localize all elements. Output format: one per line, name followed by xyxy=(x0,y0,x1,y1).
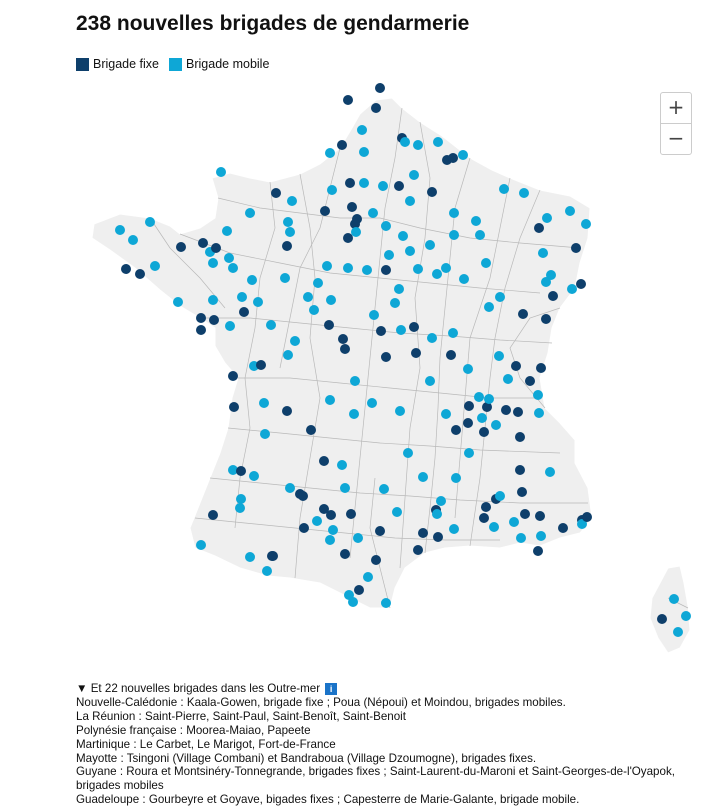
brigade-mobile-marker[interactable] xyxy=(225,321,235,331)
brigade-mobile-marker[interactable] xyxy=(477,413,487,423)
brigade-mobile-marker[interactable] xyxy=(519,188,529,198)
brigade-mobile-marker[interactable] xyxy=(260,429,270,439)
legend-label-mobile: Brigade mobile xyxy=(186,57,270,71)
brigade-mobile-marker[interactable] xyxy=(403,448,413,458)
brigade-mobile-marker[interactable] xyxy=(359,147,369,157)
brigade-fixe-marker[interactable] xyxy=(515,465,525,475)
brigade-mobile-marker[interactable] xyxy=(433,137,443,147)
brigade-mobile-marker[interactable] xyxy=(325,148,335,158)
brigade-mobile-marker[interactable] xyxy=(222,226,232,236)
brigade-mobile-marker[interactable] xyxy=(325,395,335,405)
map[interactable] xyxy=(0,78,726,668)
brigade-mobile-marker[interactable] xyxy=(353,533,363,543)
brigade-fixe-marker[interactable] xyxy=(229,402,239,412)
brigade-fixe-marker[interactable] xyxy=(479,427,489,437)
brigade-mobile-marker[interactable] xyxy=(235,503,245,513)
brigade-mobile-marker[interactable] xyxy=(413,264,423,274)
brigade-mobile-marker[interactable] xyxy=(378,181,388,191)
brigade-fixe-marker[interactable] xyxy=(371,555,381,565)
brigade-fixe-marker[interactable] xyxy=(576,279,586,289)
brigade-mobile-marker[interactable] xyxy=(359,178,369,188)
brigade-fixe-marker[interactable] xyxy=(282,406,292,416)
brigade-mobile-marker[interactable] xyxy=(343,263,353,273)
brigade-fixe-marker[interactable] xyxy=(533,546,543,556)
outremer-line: Guadeloupe : Gourbeyre et Goyave, bigades fixes ; Capesterre de Marie-Galante, brigade mobile. xyxy=(76,793,580,807)
brigade-mobile-marker[interactable] xyxy=(475,230,485,240)
brigade-mobile-marker[interactable] xyxy=(405,246,415,256)
brigade-mobile-marker[interactable] xyxy=(418,472,428,482)
brigade-mobile-marker[interactable] xyxy=(249,471,259,481)
brigade-mobile-marker[interactable] xyxy=(328,525,338,535)
brigade-fixe-marker[interactable] xyxy=(418,528,428,538)
brigade-mobile-marker[interactable] xyxy=(303,292,313,302)
brigade-mobile-marker[interactable] xyxy=(325,535,335,545)
brigade-mobile-marker[interactable] xyxy=(224,253,234,263)
brigade-fixe-marker[interactable] xyxy=(448,153,458,163)
brigade-fixe-marker[interactable] xyxy=(413,545,423,555)
brigade-mobile-marker[interactable] xyxy=(432,509,442,519)
brigade-fixe-marker[interactable] xyxy=(409,322,419,332)
brigade-mobile-marker[interactable] xyxy=(290,336,300,346)
brigade-mobile-marker[interactable] xyxy=(541,277,551,287)
brigade-fixe-marker[interactable] xyxy=(446,350,456,360)
brigade-fixe-marker[interactable] xyxy=(320,206,330,216)
brigade-fixe-marker[interactable] xyxy=(347,202,357,212)
brigade-fixe-marker[interactable] xyxy=(345,178,355,188)
brigade-mobile-marker[interactable] xyxy=(280,273,290,283)
brigade-fixe-marker[interactable] xyxy=(324,320,334,330)
brigade-fixe-marker[interactable] xyxy=(582,512,592,522)
brigade-fixe-marker[interactable] xyxy=(375,526,385,536)
brigade-fixe-marker[interactable] xyxy=(481,502,491,512)
brigade-mobile-marker[interactable] xyxy=(369,310,379,320)
brigade-mobile-marker[interactable] xyxy=(458,150,468,160)
brigade-mobile-marker[interactable] xyxy=(326,295,336,305)
brigade-mobile-marker[interactable] xyxy=(394,284,404,294)
brigade-mobile-marker[interactable] xyxy=(357,125,367,135)
brigade-mobile-marker[interactable] xyxy=(459,274,469,284)
brigade-mobile-marker[interactable] xyxy=(312,516,322,526)
brigade-mobile-marker[interactable] xyxy=(259,398,269,408)
brigade-mobile-marker[interactable] xyxy=(287,196,297,206)
brigade-mobile-marker[interactable] xyxy=(309,305,319,315)
brigade-fixe-marker[interactable] xyxy=(346,509,356,519)
brigade-mobile-marker[interactable] xyxy=(340,483,350,493)
brigade-fixe-marker[interactable] xyxy=(354,585,364,595)
outremer-summary-text: ▼ Et 22 nouvelles brigades dans les Outre-mer xyxy=(76,682,321,695)
brigade-mobile-marker[interactable] xyxy=(669,594,679,604)
map-title: 238 nouvelles brigades de gendarmerie xyxy=(76,12,470,35)
brigade-mobile-marker[interactable] xyxy=(536,531,546,541)
brigade-mobile-marker[interactable] xyxy=(474,392,484,402)
brigade-fixe-marker[interactable] xyxy=(196,313,206,323)
brigade-mobile-marker[interactable] xyxy=(384,250,394,260)
brigade-mobile-marker[interactable] xyxy=(173,297,183,307)
brigade-mobile-marker[interactable] xyxy=(427,333,437,343)
brigade-mobile-marker[interactable] xyxy=(400,137,410,147)
brigade-mobile-marker[interactable] xyxy=(350,376,360,386)
brigade-mobile-marker[interactable] xyxy=(283,217,293,227)
outremer-line: Polynésie française : Moorea-Maiao, Papeete xyxy=(76,723,311,737)
outremer-line: Mayotte : Tsingoni (Village Combani) et Bandraboua (Village Dzoumogne), brigades fixes. xyxy=(76,751,537,765)
brigade-mobile-marker[interactable] xyxy=(567,284,577,294)
brigade-mobile-marker[interactable] xyxy=(681,611,691,621)
brigade-mobile-marker[interactable] xyxy=(436,496,446,506)
brigade-mobile-marker[interactable] xyxy=(538,248,548,258)
brigade-mobile-marker[interactable] xyxy=(499,184,509,194)
outremer-line: Martinique : Le Carbet, Le Marigot, Fort-de-France xyxy=(76,737,336,751)
brigade-fixe-marker[interactable] xyxy=(375,83,385,93)
brigade-mobile-marker[interactable] xyxy=(381,221,391,231)
brigade-mobile-marker[interactable] xyxy=(245,552,255,562)
brigade-fixe-marker[interactable] xyxy=(271,188,281,198)
brigade-fixe-marker[interactable] xyxy=(463,418,473,428)
brigade-fixe-marker[interactable] xyxy=(394,181,404,191)
brigade-mobile-marker[interactable] xyxy=(494,351,504,361)
brigade-mobile-marker[interactable] xyxy=(484,302,494,312)
brigade-fixe-marker[interactable] xyxy=(371,103,381,113)
zoom-control xyxy=(660,92,692,155)
zoom-out-button[interactable]: − xyxy=(667,126,685,150)
outremer-line: La Réunion : Saint-Pierre, Saint-Paul, Saint-Benoît, Saint-Benoit xyxy=(76,709,406,723)
brigade-fixe-marker[interactable] xyxy=(268,551,278,561)
brigade-mobile-marker[interactable] xyxy=(322,261,332,271)
brigade-mobile-marker[interactable] xyxy=(495,491,505,501)
brigade-fixe-marker[interactable] xyxy=(520,509,530,519)
brigade-fixe-marker[interactable] xyxy=(511,361,521,371)
brigade-mobile-marker[interactable] xyxy=(367,398,377,408)
brigade-fixe-marker[interactable] xyxy=(536,363,546,373)
brigade-mobile-marker[interactable] xyxy=(145,217,155,227)
brigade-fixe-marker[interactable] xyxy=(340,549,350,559)
brigade-mobile-marker[interactable] xyxy=(245,208,255,218)
brigade-mobile-marker[interactable] xyxy=(449,208,459,218)
brigade-fixe-marker[interactable] xyxy=(319,456,329,466)
brigade-fixe-marker[interactable] xyxy=(135,269,145,279)
zoom-in-button[interactable]: + xyxy=(661,93,691,124)
brigade-mobile-marker[interactable] xyxy=(253,297,263,307)
brigade-mobile-marker[interactable] xyxy=(396,325,406,335)
brigade-mobile-marker[interactable] xyxy=(451,473,461,483)
outremer-line: Nouvelle-Calédonie : Kaala-Gowen, brigade fixe ; Poua (Népoui) et Moindou, brigades mobiles. xyxy=(76,695,566,709)
brigade-mobile-marker[interactable] xyxy=(516,533,526,543)
brigade-mobile-marker[interactable] xyxy=(441,263,451,273)
brigade-mobile-marker[interactable] xyxy=(533,390,543,400)
legend-item-fixe xyxy=(76,57,159,71)
brigade-mobile-marker[interactable] xyxy=(196,540,206,550)
brigade-mobile-marker[interactable] xyxy=(247,275,257,285)
brigade-mobile-marker[interactable] xyxy=(509,517,519,527)
brigade-mobile-marker[interactable] xyxy=(565,206,575,216)
brigade-mobile-marker[interactable] xyxy=(237,292,247,302)
brigade-mobile-marker[interactable] xyxy=(545,467,555,477)
brigade-mobile-marker[interactable] xyxy=(503,374,513,384)
brigade-fixe-marker[interactable] xyxy=(427,187,437,197)
brigade-mobile-marker[interactable] xyxy=(409,170,419,180)
brigade-mobile-marker[interactable] xyxy=(208,295,218,305)
brigade-mobile-marker[interactable] xyxy=(464,448,474,458)
brigade-mobile-marker[interactable] xyxy=(495,292,505,302)
brigade-fixe-marker[interactable] xyxy=(228,371,238,381)
brigade-mobile-marker[interactable] xyxy=(491,420,501,430)
brigade-fixe-marker[interactable] xyxy=(535,511,545,521)
brigade-fixe-marker[interactable] xyxy=(338,334,348,344)
brigade-fixe-marker[interactable] xyxy=(236,466,246,476)
brigade-mobile-marker[interactable] xyxy=(208,258,218,268)
brigade-fixe-marker[interactable] xyxy=(558,523,568,533)
brigade-fixe-marker[interactable] xyxy=(433,532,443,542)
brigade-mobile-marker[interactable] xyxy=(463,364,473,374)
brigade-mobile-marker[interactable] xyxy=(351,227,361,237)
brigade-mobile-marker[interactable] xyxy=(432,269,442,279)
brigade-mobile-marker[interactable] xyxy=(285,227,295,237)
brigade-mobile-marker[interactable] xyxy=(398,231,408,241)
brigade-mobile-marker[interactable] xyxy=(413,140,423,150)
corsica-land xyxy=(650,566,690,653)
legend-swatch-mobile xyxy=(169,58,182,71)
brigade-fixe-marker[interactable] xyxy=(306,425,316,435)
brigade-fixe-marker[interactable] xyxy=(376,326,386,336)
brigade-mobile-marker[interactable] xyxy=(542,213,552,223)
brigade-fixe-marker[interactable] xyxy=(534,223,544,233)
brigade-mobile-marker[interactable] xyxy=(392,507,402,517)
brigade-mobile-marker[interactable] xyxy=(348,597,358,607)
brigade-mobile-marker[interactable] xyxy=(228,263,238,273)
legend-item-mobile xyxy=(169,57,269,71)
brigade-fixe-marker[interactable] xyxy=(337,140,347,150)
brigade-fixe-marker[interactable] xyxy=(211,243,221,253)
brigade-fixe-marker[interactable] xyxy=(282,241,292,251)
brigade-mobile-marker[interactable] xyxy=(425,240,435,250)
brigade-mobile-marker[interactable] xyxy=(236,494,246,504)
brigade-mobile-marker[interactable] xyxy=(266,320,276,330)
brigade-fixe-marker[interactable] xyxy=(176,242,186,252)
brigade-fixe-marker[interactable] xyxy=(451,425,461,435)
brigade-fixe-marker[interactable] xyxy=(548,291,558,301)
brigade-fixe-marker[interactable] xyxy=(340,344,350,354)
brigade-fixe-marker[interactable] xyxy=(196,325,206,335)
brigade-mobile-marker[interactable] xyxy=(425,376,435,386)
brigade-fixe-marker[interactable] xyxy=(208,510,218,520)
outremer-section xyxy=(76,682,676,807)
outremer-summary[interactable] xyxy=(76,682,676,696)
brigade-fixe-marker[interactable] xyxy=(343,95,353,105)
brigade-fixe-marker[interactable] xyxy=(298,491,308,501)
brigade-mobile-marker[interactable] xyxy=(115,225,125,235)
brigade-fixe-marker[interactable] xyxy=(121,264,131,274)
legend-label-fixe: Brigade fixe xyxy=(93,57,160,71)
brigade-mobile-marker[interactable] xyxy=(368,208,378,218)
brigade-mobile-marker[interactable] xyxy=(534,408,544,418)
brigade-fixe-marker[interactable] xyxy=(411,348,421,358)
brigade-mobile-marker[interactable] xyxy=(449,230,459,240)
brigade-fixe-marker[interactable] xyxy=(209,315,219,325)
brigade-fixe-marker[interactable] xyxy=(343,233,353,243)
brigade-fixe-marker[interactable] xyxy=(657,614,667,624)
brigade-mobile-marker[interactable] xyxy=(337,460,347,470)
brigade-fixe-marker[interactable] xyxy=(571,243,581,253)
brigade-fixe-marker[interactable] xyxy=(513,407,523,417)
brigade-fixe-marker[interactable] xyxy=(326,510,336,520)
brigade-mobile-marker[interactable] xyxy=(673,627,683,637)
brigade-mobile-marker[interactable] xyxy=(283,350,293,360)
brigade-mobile-marker[interactable] xyxy=(381,598,391,608)
brigade-mobile-marker[interactable] xyxy=(128,235,138,245)
brigade-fixe-marker[interactable] xyxy=(515,432,525,442)
outremer-line: Guyane : Roura et Montsinéry-Tonnegrande, brigades fixes ; Saint-Laurent-du-Maroni et Saint-Georges-de-l'Oyapok, brigades mobiles xyxy=(76,765,675,793)
brigade-mobile-marker[interactable] xyxy=(441,409,451,419)
brigade-mobile-marker[interactable] xyxy=(150,261,160,271)
brigade-mobile-marker[interactable] xyxy=(449,524,459,534)
map-svg[interactable] xyxy=(0,78,726,668)
brigade-fixe-marker[interactable] xyxy=(541,314,551,324)
brigade-mobile-marker[interactable] xyxy=(379,484,389,494)
brigade-mobile-marker[interactable] xyxy=(313,278,323,288)
brigade-mobile-marker[interactable] xyxy=(285,483,295,493)
brigade-fixe-marker[interactable] xyxy=(479,513,489,523)
brigade-fixe-marker[interactable] xyxy=(239,307,249,317)
brigade-mobile-marker[interactable] xyxy=(390,298,400,308)
brigade-fixe-marker[interactable] xyxy=(256,360,266,370)
legend xyxy=(76,57,279,71)
brigade-mobile-marker[interactable] xyxy=(363,572,373,582)
brigade-fixe-marker[interactable] xyxy=(525,376,535,386)
brigade-mobile-marker[interactable] xyxy=(448,328,458,338)
legend-swatch-fixe xyxy=(76,58,89,71)
brigade-mobile-marker[interactable] xyxy=(481,258,491,268)
brigade-fixe-marker[interactable] xyxy=(464,401,474,411)
brigade-mobile-marker[interactable] xyxy=(327,185,337,195)
brigade-fixe-marker[interactable] xyxy=(517,487,527,497)
info-icon[interactable]: i xyxy=(325,683,337,695)
brigade-mobile-marker[interactable] xyxy=(581,219,591,229)
brigade-fixe-marker[interactable] xyxy=(381,352,391,362)
brigade-mobile-marker[interactable] xyxy=(471,216,481,226)
brigade-mobile-marker[interactable] xyxy=(349,409,359,419)
brigade-fixe-marker[interactable] xyxy=(299,523,309,533)
brigade-mobile-marker[interactable] xyxy=(362,265,372,275)
brigade-fixe-marker[interactable] xyxy=(518,309,528,319)
brigade-mobile-marker[interactable] xyxy=(262,566,272,576)
brigade-mobile-marker[interactable] xyxy=(484,394,494,404)
brigade-fixe-marker[interactable] xyxy=(381,265,391,275)
brigade-fixe-marker[interactable] xyxy=(198,238,208,248)
brigade-mobile-marker[interactable] xyxy=(405,196,415,206)
brigade-mobile-marker[interactable] xyxy=(395,406,405,416)
brigade-mobile-marker[interactable] xyxy=(216,167,226,177)
brigade-fixe-marker[interactable] xyxy=(501,405,511,415)
brigade-mobile-marker[interactable] xyxy=(489,522,499,532)
